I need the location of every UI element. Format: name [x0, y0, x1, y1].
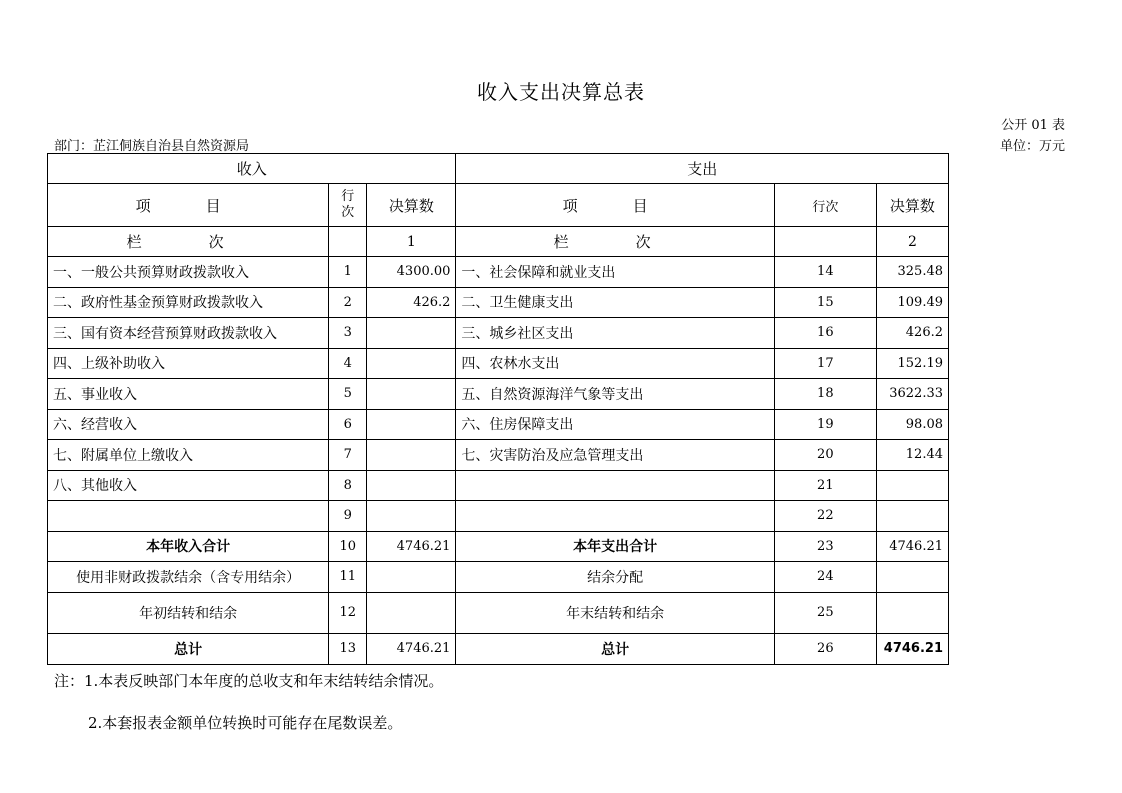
income-row-no: 12 [329, 592, 367, 633]
section-header-row [48, 154, 949, 184]
expense-item [456, 470, 774, 501]
expense-row-no: 19 [774, 409, 876, 440]
report-title: 收入支出决算总表 [477, 80, 645, 104]
income-row-no: 11 [329, 562, 367, 593]
income-item: 一、一般公共预算财政拨款收入 [48, 257, 329, 288]
income-amount: 426.2 [367, 287, 456, 318]
expense-subtotal-label: 本年支出合计 [456, 531, 774, 562]
table-row [48, 409, 949, 440]
department-label: 部门：芷江侗族自治县自然资源局 [54, 139, 250, 154]
income-row-no: 2 [329, 287, 367, 318]
income-subtotal-amount: 4746.21 [367, 531, 456, 562]
expense-amount [876, 501, 948, 532]
income-amount [367, 379, 456, 410]
carry-row [48, 592, 949, 633]
income-item: 年初结转和结余 [48, 592, 329, 633]
income-item: 四、上级补助收入 [48, 348, 329, 379]
income-amount: 4300.00 [367, 257, 456, 288]
income-row-no: 8 [329, 470, 367, 501]
income-item: 七、附属单位上缴收入 [48, 440, 329, 471]
table-row [48, 470, 949, 501]
expense-row-no: 22 [774, 501, 876, 532]
expense-row-no: 14 [774, 257, 876, 288]
expense-row-no: 26 [774, 633, 876, 664]
income-amount-header: 决算数 [367, 184, 456, 227]
income-section-header: 收入 [48, 154, 456, 184]
income-row-no: 4 [329, 348, 367, 379]
expense-item: 结余分配 [456, 562, 774, 593]
table-row [48, 440, 949, 471]
income-item: 八、其他收入 [48, 470, 329, 501]
carry-row [48, 562, 949, 593]
income-column-blank [329, 227, 367, 257]
income-amount [367, 470, 456, 501]
income-item: 二、政府性基金预算财政拨款收入 [48, 287, 329, 318]
expense-row-no: 21 [774, 470, 876, 501]
unit-label: 单位：万元 [999, 139, 1065, 154]
expense-row-no: 18 [774, 379, 876, 410]
expense-section-header: 支出 [456, 154, 949, 184]
expense-amount [876, 592, 948, 633]
table-row [48, 318, 949, 349]
income-item: 使用非财政拨款结余（含专用结余） [48, 562, 329, 593]
total-row [48, 633, 949, 664]
expense-total-label: 总计 [456, 633, 774, 664]
income-row-no: 5 [329, 379, 367, 410]
expense-item: 二、卫生健康支出 [456, 287, 774, 318]
expense-row-no: 20 [774, 440, 876, 471]
income-column-label: 栏 次 [48, 227, 329, 257]
footnote-1: 注：1.本表反映部门本年度的总收支和年末结转结余情况。 [54, 672, 444, 690]
expense-amount: 325.48 [876, 257, 948, 288]
expense-amount: 109.49 [876, 287, 948, 318]
expense-item: 七、灾害防治及应急管理支出 [456, 440, 774, 471]
expense-amount: 152.19 [876, 348, 948, 379]
expense-item-header: 项 目 [456, 184, 774, 227]
expense-column-blank [774, 227, 876, 257]
income-amount [367, 348, 456, 379]
table-row [48, 348, 949, 379]
expense-amount: 426.2 [876, 318, 948, 349]
income-amount [367, 501, 456, 532]
expense-subtotal-amount: 4746.21 [876, 531, 948, 562]
income-column-index: 1 [367, 227, 456, 257]
column-header-row [48, 184, 949, 227]
income-item-header: 项 目 [48, 184, 329, 227]
income-amount [367, 440, 456, 471]
expense-item [456, 501, 774, 532]
income-item: 五、事业收入 [48, 379, 329, 410]
expense-amount [876, 470, 948, 501]
expense-row-no: 16 [774, 318, 876, 349]
expense-item: 年末结转和结余 [456, 592, 774, 633]
expense-item: 三、城乡社区支出 [456, 318, 774, 349]
income-row-no: 9 [329, 501, 367, 532]
expense-row-no-header: 行次 [774, 184, 876, 227]
expense-column-label: 栏 次 [456, 227, 774, 257]
income-subtotal-label: 本年收入合计 [48, 531, 329, 562]
income-total-label: 总计 [48, 633, 329, 664]
expense-amount: 3622.33 [876, 379, 948, 410]
income-item: 三、国有资本经营预算财政拨款收入 [48, 318, 329, 349]
expense-row-no: 23 [774, 531, 876, 562]
income-row-no: 10 [329, 531, 367, 562]
income-total-amount: 4746.21 [367, 633, 456, 664]
income-amount [367, 318, 456, 349]
expense-item: 四、农林水支出 [456, 348, 774, 379]
form-number: 公开 01 表 [1001, 118, 1065, 133]
expense-row-no: 17 [774, 348, 876, 379]
income-row-no: 6 [329, 409, 367, 440]
expense-amount: 12.44 [876, 440, 948, 471]
expense-column-index: 2 [876, 227, 948, 257]
table-row [48, 287, 949, 318]
expense-row-no: 24 [774, 562, 876, 593]
income-row-no: 3 [329, 318, 367, 349]
table-row [48, 257, 949, 288]
footnote-2: 2.本套报表金额单位转换时可能存在尾数误差。 [88, 714, 403, 732]
income-row-no: 7 [329, 440, 367, 471]
expense-amount-header: 决算数 [876, 184, 948, 227]
income-item [48, 501, 329, 532]
column-index-row [48, 227, 949, 257]
income-amount [367, 562, 456, 593]
expense-item: 六、住房保障支出 [456, 409, 774, 440]
expense-row-no: 15 [774, 287, 876, 318]
income-row-no: 13 [329, 633, 367, 664]
expense-item: 一、社会保障和就业支出 [456, 257, 774, 288]
expense-item: 五、自然资源海洋气象等支出 [456, 379, 774, 410]
income-amount [367, 409, 456, 440]
expense-amount [876, 562, 948, 593]
table-row [48, 379, 949, 410]
income-row-no: 1 [329, 257, 367, 288]
expense-total-amount: 4746.21 [876, 633, 948, 664]
subtotal-row [48, 531, 949, 562]
income-amount [367, 592, 456, 633]
income-row-no-header: 行 次 [329, 184, 367, 227]
expense-row-no: 25 [774, 592, 876, 633]
table-row [48, 501, 949, 532]
expense-amount: 98.08 [876, 409, 948, 440]
income-expense-table [47, 153, 949, 665]
income-item: 六、经营收入 [48, 409, 329, 440]
